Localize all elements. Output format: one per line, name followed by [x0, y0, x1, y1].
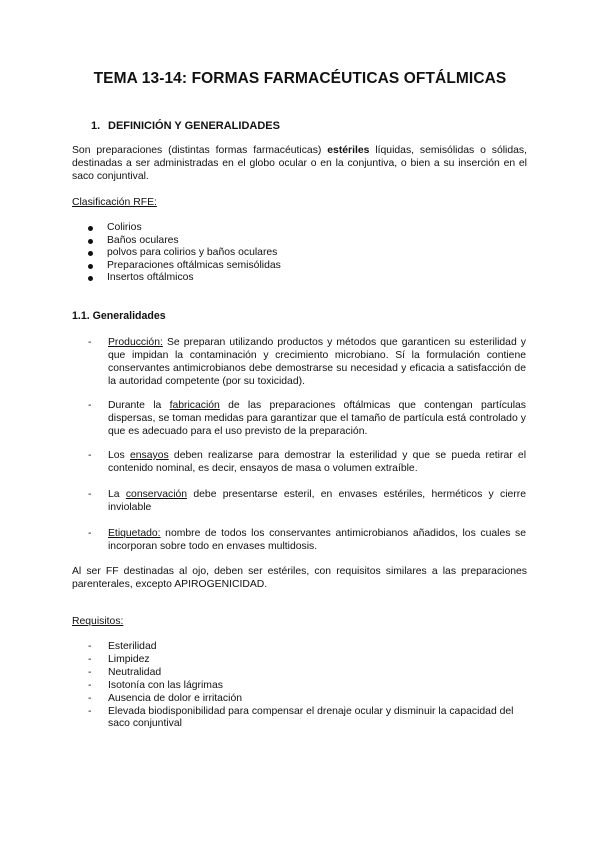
- item-text-end: Se preparan utilizando productos y métodos que garanticen su esterilidad y que impidan la contaminación y crecimiento microbiano. Sí la formulación contiene conservantes antimicrobianos debe demostrarse su necesidad y eficacia a satisfacción de la autoridad competente (por su toxicidad).: [108, 337, 526, 387]
- bullet-icon: [88, 239, 93, 244]
- list-item-text: Colirios: [107, 222, 142, 233]
- dash-marker: -: [88, 666, 92, 678]
- list-item: [88, 260, 281, 273]
- item-term: fabricación: [169, 400, 220, 411]
- generalities-item-tests: [88, 449, 526, 475]
- item-text-end: de las preparaciones oftálmicas que contengan partículas dispersas, se toman medidas para garantizar que el tamaño de partícula está controlado y que es adecuado para el uso previsto de la preparación.: [108, 400, 527, 437]
- dash-marker: -: [88, 337, 92, 348]
- list-item-text: Limpidez: [108, 653, 150, 665]
- requirements-label: Requisitos:: [72, 616, 124, 627]
- list-item: [88, 222, 281, 235]
- bullet-icon: [88, 264, 93, 269]
- dash-marker: -: [88, 705, 92, 717]
- list-item: [88, 706, 528, 732]
- list-item: [88, 680, 528, 693]
- page-title: TEMA 13-14: FORMAS FARMACÉUTICAS OFTÁLMICAS: [93, 70, 507, 87]
- list-item-text: polvos para colirios y baños oculares: [107, 247, 278, 259]
- classification-label: Clasificación RFE:: [72, 197, 157, 208]
- section-1-heading: [91, 120, 280, 132]
- bullet-icon: [88, 251, 93, 256]
- classification-list: [88, 222, 281, 285]
- list-item: [88, 641, 528, 654]
- item-text: [108, 488, 526, 514]
- dash-marker: -: [88, 692, 92, 704]
- item-text: [108, 399, 526, 438]
- item-text: [108, 336, 526, 388]
- list-item-text: Insertos oftálmicos: [107, 272, 194, 284]
- dash-marker: -: [88, 653, 92, 665]
- generalities-item-production: [88, 336, 526, 388]
- bullet-icon: [88, 226, 93, 231]
- item-text-start: Durante la: [108, 400, 170, 411]
- dash-marker: -: [88, 679, 92, 691]
- generalities-item-manufacturing: [88, 399, 526, 438]
- dash-marker: -: [88, 450, 92, 461]
- list-item-text: Preparaciones oftálmicas semisólidas: [107, 259, 281, 271]
- list-item: [88, 693, 528, 706]
- item-text-start: Los: [108, 450, 130, 461]
- closing-paragraph: Al ser FF destinadas al ojo, deben ser estériles, con requisitos similares a las preparaciones parenterales, excepto APIROGENICIDAD.: [72, 566, 527, 590]
- dash-marker: -: [88, 641, 92, 652]
- item-term: conservación: [125, 489, 188, 500]
- list-item-text: Isotonía con las lágrimas: [108, 679, 223, 691]
- item-term: Producción:: [108, 337, 163, 348]
- list-item: [88, 667, 528, 680]
- dash-marker: -: [88, 489, 92, 500]
- list-item: [88, 235, 281, 248]
- intro-bold-term: estériles: [327, 145, 370, 156]
- section-1-heading-text: DEFINICIÓN Y GENERALIDADES: [108, 120, 280, 132]
- dash-marker: -: [88, 400, 92, 411]
- list-item-text: Elevada biodisponibilidad para compensar el drenaje ocular y disminuir la capacidad del saco conjuntival: [108, 705, 514, 730]
- bullet-icon: [88, 276, 93, 281]
- item-text-end: nombre de todos los conservantes antimicrobianos añadidos, los cuales se incorporan sobre todo en envases multidosis.: [108, 528, 526, 552]
- item-text-end: deben realizarse para demostrar la esterilidad y que se pueda retirar el contenido nominal, es decir, ensayos de masa o volumen extraíble.: [108, 450, 527, 474]
- list-item-text: Baños oculares: [107, 234, 179, 246]
- requirements-list: [88, 641, 528, 731]
- generalities-item-conservation: [88, 488, 526, 514]
- item-term: Etiquetado:: [108, 528, 161, 539]
- generalities-item-labeling: [88, 527, 526, 553]
- list-item: [88, 272, 281, 285]
- list-item: [88, 654, 528, 667]
- list-item-text: Ausencia de dolor e irritación: [108, 692, 242, 704]
- intro-text-end: líquidas, semisólidas o sólidas, destinadas a ser administradas en el globo ocular o en la conjuntiva, o bien a su inserción en el saco conjuntival.: [72, 145, 527, 182]
- intro-text-start: Son preparaciones (distintas formas farmacéuticas): [72, 145, 328, 156]
- item-text-start: La: [108, 489, 126, 500]
- section-1-1-heading: 1.1. Generalidades: [72, 310, 166, 322]
- list-item-text: Neutralidad: [108, 666, 162, 678]
- item-term: ensayos: [129, 450, 169, 461]
- item-text: [108, 449, 526, 475]
- item-text-end: debe presentarse esteril, en envases estériles, herméticos y cierre inviolable: [108, 489, 526, 513]
- list-item-text: Esterilidad: [108, 641, 157, 652]
- dash-marker: -: [88, 528, 92, 539]
- item-text: [108, 527, 526, 553]
- intro-paragraph: [72, 144, 527, 183]
- section-1-number: 1.: [91, 120, 101, 132]
- list-item: [88, 247, 281, 260]
